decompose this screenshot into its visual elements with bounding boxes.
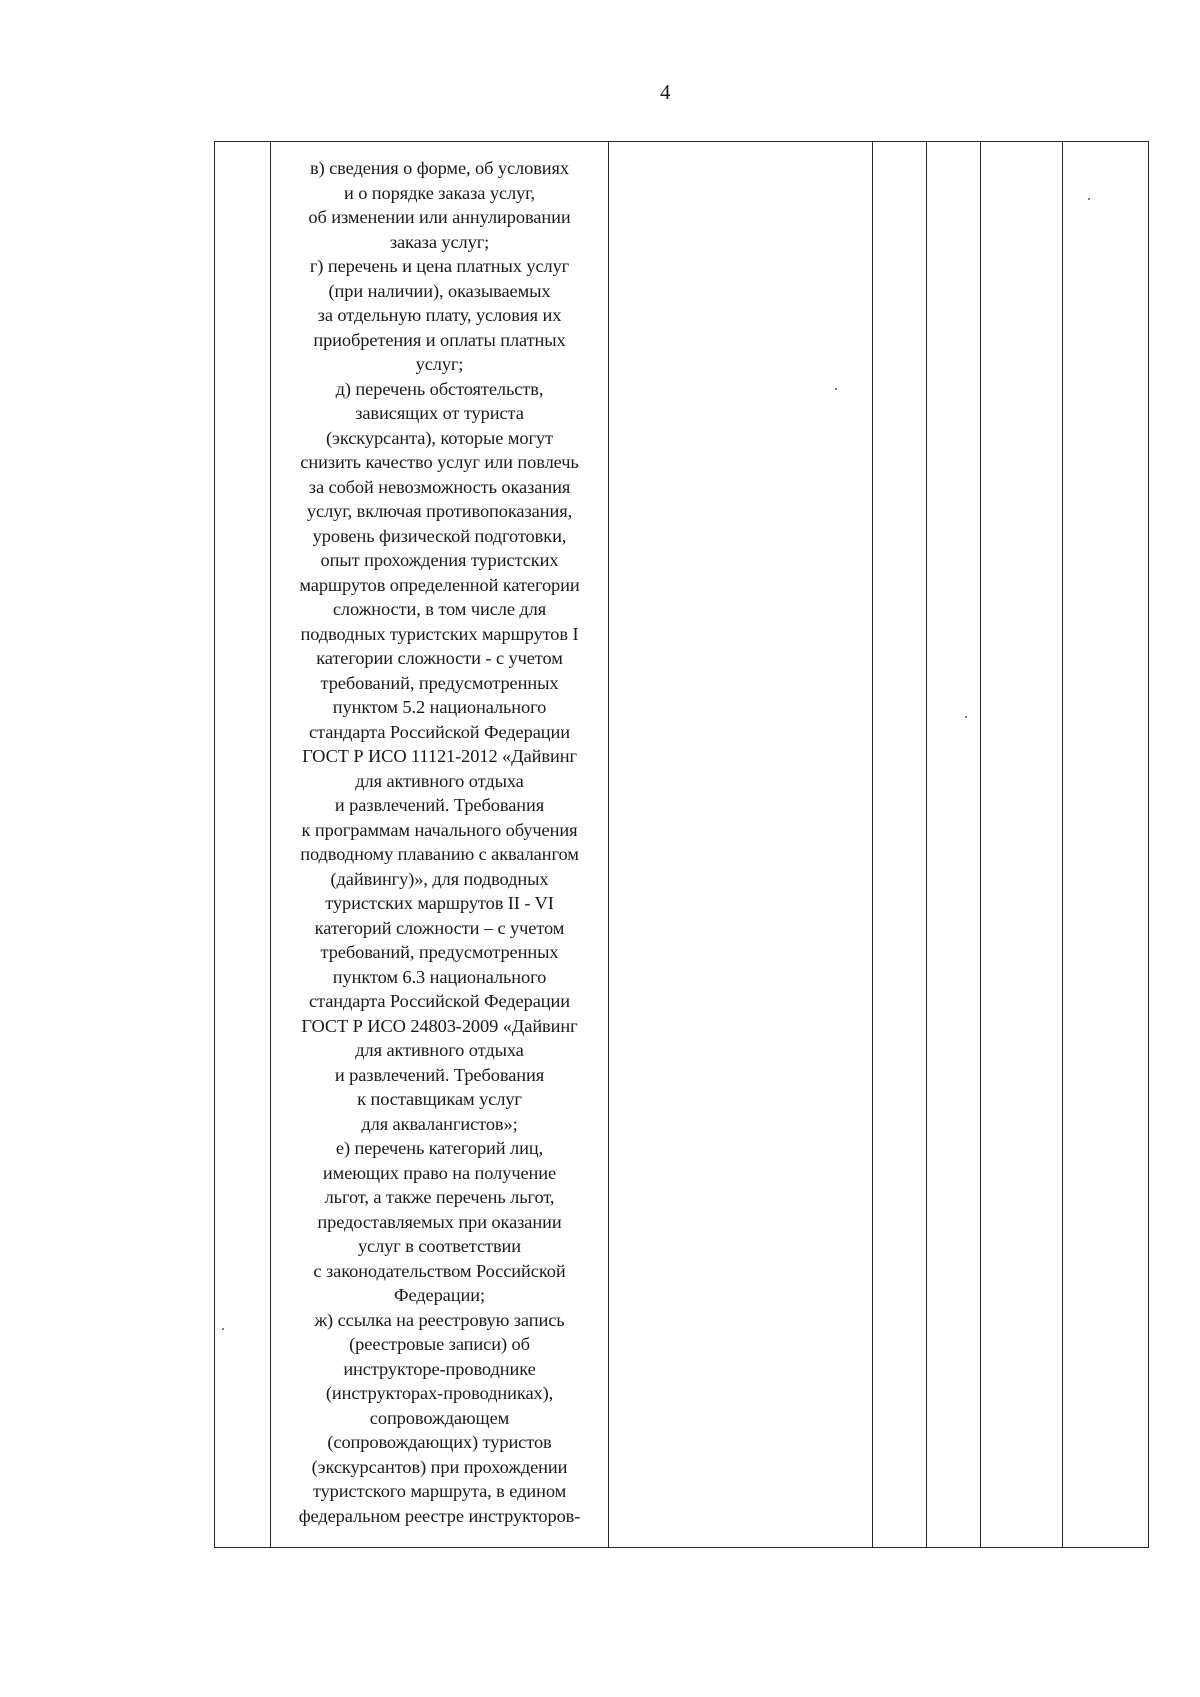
text-line: имеющих право на получение	[322, 1162, 557, 1183]
text-line: льгот, а также перечень льгот,	[324, 1187, 555, 1207]
text-line: услуг, включая противопоказания,	[306, 501, 573, 521]
text-line: (инструкторах-проводниках),	[325, 1383, 554, 1403]
text-line: об изменении или аннулировании	[308, 207, 571, 227]
text-line: сложности, в том числе для	[332, 599, 547, 619]
text-line: (экскурсантов) при прохождении	[311, 1456, 568, 1477]
scan-speck	[835, 388, 837, 390]
requirement-text	[271, 142, 608, 1528]
scan-speck	[965, 716, 967, 718]
text-line: ГОСТ Р ИСО 24803-2009 «Дайвинг	[301, 1015, 578, 1036]
text-line: и развлечений. Требования	[334, 1064, 545, 1085]
text-line: Федерации;	[394, 1285, 485, 1305]
text-line: требований, предусмотренных	[320, 942, 559, 962]
text-line: пунктом 5.2 национального	[332, 697, 547, 717]
text-line: туристских маршрутов II - VI	[325, 893, 554, 913]
text-line: для активного отдыха	[355, 1040, 524, 1060]
text-line: туристского маршрута, в едином	[312, 1481, 567, 1501]
text-line: к поставщикам услуг	[357, 1089, 522, 1109]
text-line: услуг в соответствии	[357, 1236, 522, 1256]
text-line: и развлечений. Требования	[334, 795, 545, 815]
cell-requirement-text	[271, 142, 609, 1548]
cell-col-3	[609, 142, 873, 1548]
text-line: снизить качество услуг или повлечь	[300, 452, 579, 472]
text-line: за отдельную плату, условия их	[317, 305, 562, 325]
text-line: к программам начального обучения	[301, 819, 578, 840]
text-line: г) перечень и цена платных услуг	[309, 256, 570, 276]
text-line: сопровождающем	[369, 1407, 510, 1428]
text-line: и о порядке заказа услуг,	[343, 182, 536, 203]
text-line: зависящих от туриста	[355, 403, 524, 423]
text-line: подводных туристских маршрутов I	[300, 623, 579, 644]
text-line: стандарта Российской Федерации	[308, 721, 570, 742]
text-line: подводному плаванию с аквалангом	[300, 844, 579, 864]
text-line: категории сложности - с учетом	[316, 648, 563, 668]
text-line: уровень физической подготовки,	[312, 525, 567, 546]
text-line: пунктом 6.3 национального	[332, 966, 547, 987]
text-line: е) перечень категорий лиц,	[335, 1138, 544, 1158]
text-line: (при наличии), оказываемых	[328, 280, 551, 301]
text-line: инструкторе-проводнике	[343, 1358, 536, 1379]
text-line: требований, предусмотренных	[320, 672, 559, 693]
text-line: д) перечень обстоятельств,	[335, 378, 544, 399]
text-line: маршрутов определенной категории	[299, 574, 580, 595]
table-row	[215, 142, 1149, 1548]
text-line: ГОСТ Р ИСО 11121-2012 «Дайвинг	[302, 746, 577, 766]
scan-speck	[1088, 198, 1090, 200]
text-line: услуг;	[415, 354, 464, 374]
text-line: для аквалангистов»;	[361, 1113, 518, 1134]
text-line: предоставляемых при оказании	[317, 1211, 562, 1232]
text-line: для активного отдыха	[355, 770, 524, 791]
text-line: стандарта Российской Федерации	[308, 991, 570, 1011]
cell-col-5	[927, 142, 981, 1548]
scan-speck	[222, 1328, 224, 1330]
cell-col-6	[981, 142, 1063, 1548]
requirements-table	[214, 141, 1149, 1548]
text-line: приобретения и оплаты платных	[313, 329, 566, 350]
text-line: ж) ссылка на реестровую запись	[314, 1309, 565, 1330]
text-line: заказа услуг;	[389, 231, 490, 252]
text-line: федеральном реестре инструкторов-	[298, 1505, 581, 1526]
text-line: за собой невозможность оказания	[308, 476, 571, 497]
text-line: с законодательством Российской	[313, 1260, 566, 1281]
text-line: (реестровые записи) об	[349, 1334, 530, 1354]
cell-col-7	[1063, 142, 1149, 1548]
text-line: (экскурсанта), которые могут	[326, 427, 553, 448]
page-number: 4	[660, 80, 671, 104]
cell-number	[215, 142, 271, 1548]
text-line: (дайвингу)», для подводных	[330, 868, 549, 889]
text-line: категорий сложности – с учетом	[314, 917, 565, 938]
text-line: (сопровождающих) туристов	[327, 1432, 552, 1452]
text-line: опыт прохождения туристских	[320, 550, 559, 570]
cell-col-4	[873, 142, 927, 1548]
text-line: в) сведения о форме, об условиях	[309, 158, 569, 178]
